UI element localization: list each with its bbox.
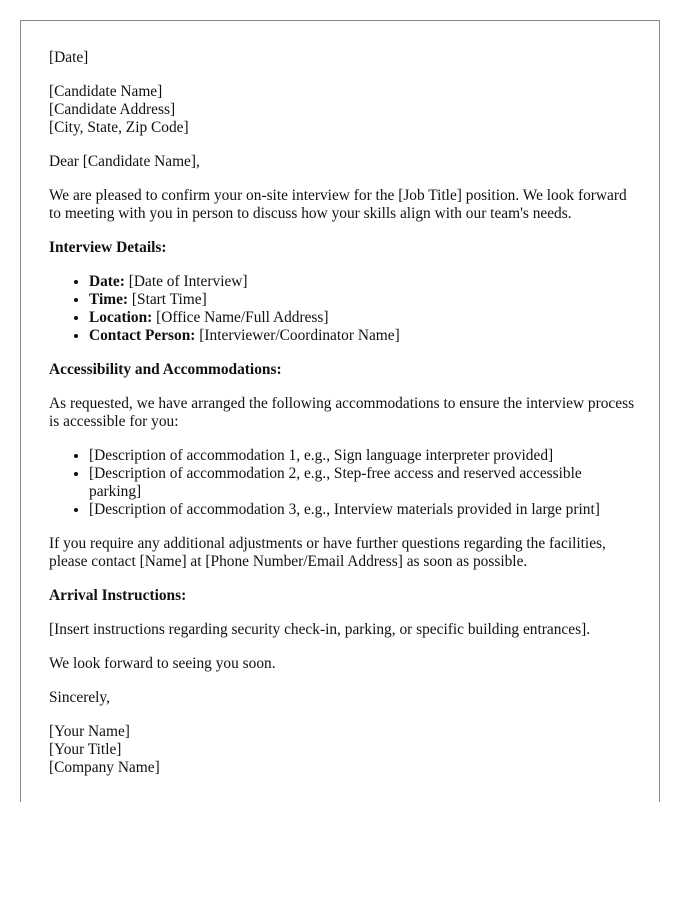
accommodation-item: • [Description of accommodation 2, e.g., Step-free access and reserved accessible parking] xyxy=(89,465,635,501)
interview-details-heading: Interview Details: xyxy=(49,239,167,256)
detail-value: [Date of Interview] xyxy=(124,273,248,290)
signature-title: [Your Title] xyxy=(49,741,122,758)
detail-value: [Start Time] xyxy=(128,291,207,308)
arrival-text: [Insert instructions regarding security check-in, parking, or specific building entrances]. xyxy=(49,621,591,638)
signature-company: [Company Name] xyxy=(49,759,160,776)
letter-date: [Date] xyxy=(49,49,89,66)
detail-item-time xyxy=(89,291,635,309)
detail-item-contact-person xyxy=(89,327,635,345)
accommodations-list xyxy=(49,447,635,519)
detail-label: Contact Person: xyxy=(89,327,196,344)
detail-value: [Interviewer/Coordinator Name] xyxy=(195,327,400,344)
recipient-address-block xyxy=(49,83,635,137)
recipient-city-state-zip: [City, State, Zip Code] xyxy=(49,119,189,136)
accessibility-followup: If you require any additional adjustments or have further questions regarding the facilities, please contact [Name] at [Phone Number/Email Address] as soon as possible. xyxy=(49,535,606,570)
intro-paragraph: We are pleased to confirm your on-site interview for the [Job Title] position. We look forward to meeting with you in person to discuss how your skills align with our team's needs. xyxy=(49,187,627,222)
arrival-heading: Arrival Instructions: xyxy=(49,587,187,604)
recipient-name: [Candidate Name] xyxy=(49,83,163,100)
closing-line: We look forward to seeing you soon. xyxy=(49,655,276,672)
signature-name: [Your Name] xyxy=(49,723,130,740)
recipient-address: [Candidate Address] xyxy=(49,101,176,118)
accommodation-item: • [Description of accommodation 1, e.g., Sign language interpreter provided] xyxy=(89,447,635,465)
detail-value: [Office Name/Full Address] xyxy=(152,309,329,326)
detail-item-date xyxy=(89,273,635,291)
interview-details-list xyxy=(49,273,635,345)
letter-content xyxy=(49,49,635,777)
detail-label: Location: xyxy=(89,309,153,326)
detail-label: Time: xyxy=(89,291,129,308)
salutation: Dear [Candidate Name], xyxy=(49,153,200,170)
signature-block xyxy=(49,723,635,777)
accommodation-item: • [Description of accommodation 3, e.g., Interview materials provided in large print] xyxy=(89,501,635,519)
detail-item-location xyxy=(89,309,635,327)
accessibility-heading: Accessibility and Accommodations: xyxy=(49,361,282,378)
letter-page xyxy=(20,20,660,802)
detail-label: Date: xyxy=(89,273,125,290)
accessibility-intro: As requested, we have arranged the following accommodations to ensure the interview process is accessible for you: xyxy=(49,395,635,430)
signoff: Sincerely, xyxy=(49,689,110,706)
